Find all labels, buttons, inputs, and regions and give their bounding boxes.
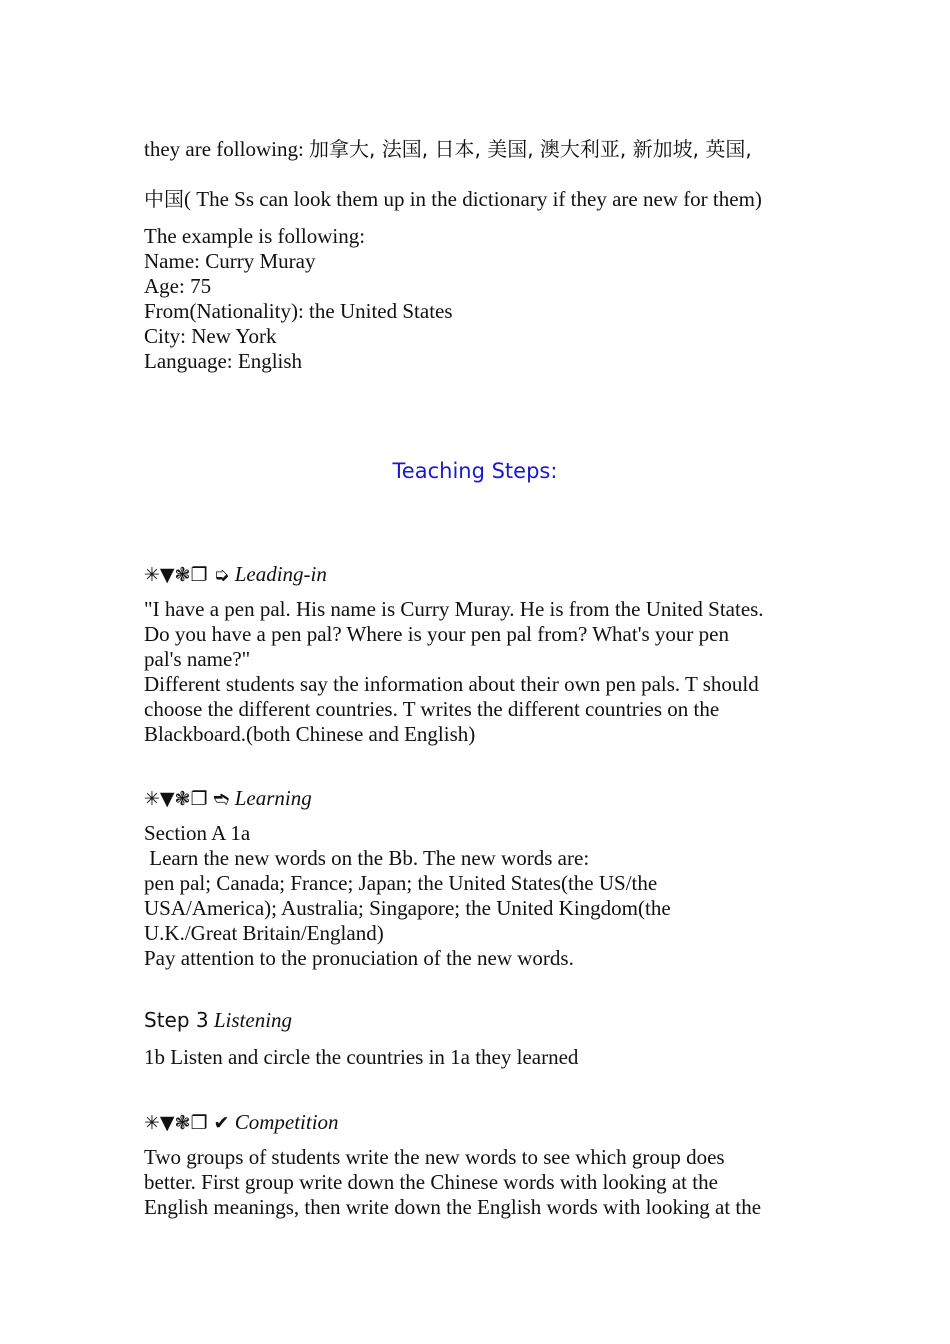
step-2-line: U.K./Great Britain/England) xyxy=(144,921,384,945)
example-line: Age: 75 xyxy=(144,274,212,298)
example-line: From(Nationality): the United States xyxy=(144,299,453,323)
example-line: Language: English xyxy=(144,349,303,373)
step-4-symbol: ✳▼❃❐ ✔ xyxy=(144,1112,230,1134)
step-2-line: Learn the new words on the Bb. The new words are: xyxy=(144,846,590,870)
step-4-line: Two groups of students write the new words to see which group does xyxy=(144,1145,725,1169)
step-2-title: Learning xyxy=(234,786,312,810)
intro-line-1 xyxy=(144,137,752,162)
step-1-title: Leading-in xyxy=(234,562,327,586)
intro-line-2 xyxy=(144,187,762,212)
step-4-title: Competition xyxy=(234,1110,339,1134)
example-line: Name: Curry Muray xyxy=(144,249,316,273)
step-2-line: USA/America); Australia; Singapore; the United Kingdom(the xyxy=(144,896,671,920)
step-3-line: 1b Listen and circle the countries in 1a they learned xyxy=(144,1045,579,1069)
step-1-line: Blackboard.(both Chinese and English) xyxy=(144,722,476,746)
step-2-line: Pay attention to the pronuciation of the new words. xyxy=(144,946,574,970)
intro-line-2-rest: ( The Ss can look them up in the dictionary if they are new for them) xyxy=(184,187,762,211)
step-4-line: better. First group write down the Chinese words with looking at the xyxy=(144,1170,718,1194)
step-1-line: "I have a pen pal. His name is Curry Muray. He is from the United States. xyxy=(144,597,764,621)
intro-country-list-cjk: 加拿大, 法国, 日本, 美国, 澳大利亚, 新加坡, 英国, xyxy=(309,137,752,161)
example-line: The example is following: xyxy=(144,224,366,248)
step-3-body xyxy=(144,1045,578,1070)
step-3-label: Step 3 xyxy=(144,1008,209,1032)
step-2-line: pen pal; Canada; France; Japan; the United States(the US/the xyxy=(144,871,658,895)
step-1-line: choose the different countries. T writes the different countries on the xyxy=(144,697,720,721)
step-4-heading xyxy=(144,1109,339,1136)
step-1-heading xyxy=(144,561,327,588)
example-line: City: New York xyxy=(144,324,277,348)
step-1-line: pal's name?" xyxy=(144,647,251,671)
example-block xyxy=(144,224,453,374)
step-1-body xyxy=(144,597,764,747)
step-3-title: Listening xyxy=(213,1008,293,1032)
step-1-line: Different students say the information about their own pen pals. T should xyxy=(144,672,759,696)
step-1-line: Do you have a pen pal? Where is your pen pal from? What's your pen xyxy=(144,622,729,646)
intro-line-1-prefix: they are following: xyxy=(144,137,310,161)
teaching-steps-heading: Teaching Steps: xyxy=(392,459,558,483)
intro-line-2-cjk: 中国 xyxy=(144,187,184,211)
step-3-heading xyxy=(144,1007,292,1033)
step-2-symbol: ✳▼❃❐ ➬ xyxy=(144,788,230,810)
step-2-heading xyxy=(144,785,312,812)
step-1-symbol: ✳▼❃❐ ➭ xyxy=(144,564,230,586)
step-4-line: English meanings, then write down the English words with looking at the xyxy=(144,1195,762,1219)
step-4-body xyxy=(144,1145,761,1220)
step-2-body xyxy=(144,821,671,971)
step-2-line: Section A 1a xyxy=(144,821,251,845)
